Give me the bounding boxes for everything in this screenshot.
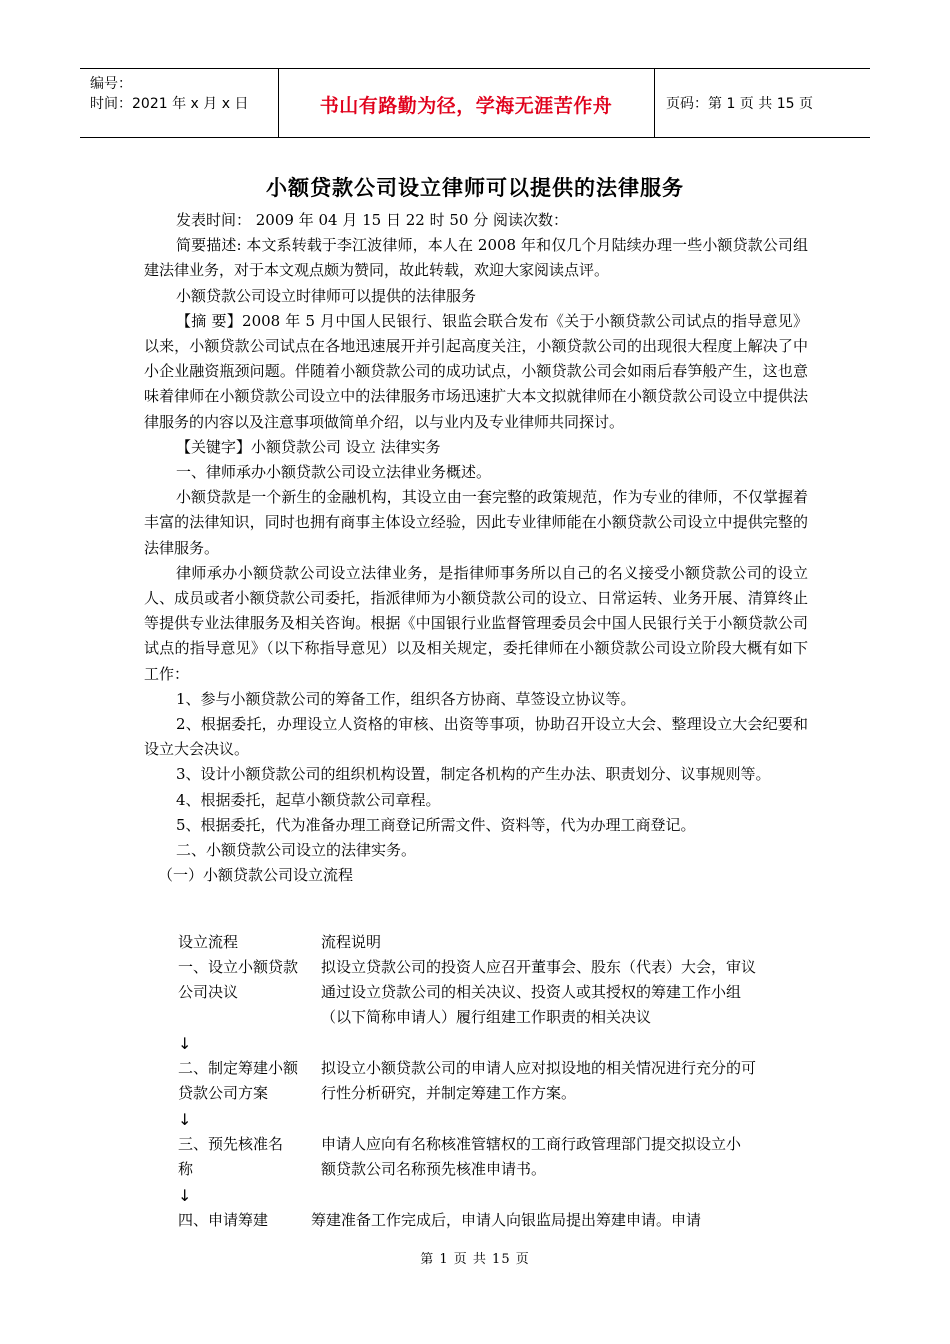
page-footer: 第 1 页 共 15 页: [420, 1252, 530, 1267]
down-arrow-icon: ↓: [178, 1186, 192, 1205]
document-header: [80, 68, 870, 138]
document-time-label: 时间：2021 年 x 月 x 日: [90, 96, 249, 112]
subsection-heading: （一）小额贷款公司设立流程: [158, 866, 354, 885]
subtitle-paragraph: 小额贷款公司设立时律师可以提供的法律服务: [176, 286, 477, 305]
flow-step-desc: 申请人应向有名称核准管辖权的工商行政管理部门提交拟设立小额贷款公司名称预先核准申请书。: [321, 1135, 742, 1179]
summary-paragraph: 简要描述: 本文系转载于李江波律师，本人在 2008 年和仅几个月陆续办理一些小额贷款公司组建法律业务，对于本文观点颇为赞同，故此转载，欢迎大家阅读点评。: [144, 236, 808, 280]
flow-step-row: [178, 1056, 818, 1107]
flow-step-row: [178, 1208, 818, 1233]
list-item: 5、根据委托，代为准备办理工商登记所需文件、资料等，代为办理工商登记。: [176, 815, 696, 834]
section-heading-2: 二、小额贷款公司设立的法律实务。: [176, 841, 417, 860]
header-page-info: 页码：第 1 页 共 15 页: [666, 96, 813, 112]
document-number-label: 编号：: [90, 76, 132, 92]
down-arrow-icon: ↓: [178, 1110, 192, 1129]
publish-info: 发表时间： 2009 年 04 月 15 日 22 时 50 分 阅读次数：: [176, 211, 568, 229]
flow-step-desc: 筹建准备工作完成后，申请人向银监局提出筹建申请。申请: [311, 1211, 702, 1229]
list-item: 2、根据委托，办理设立人资格的审核、出资等事项，协助召开设立大会、整理设立大会纪要和设立大会决议。: [144, 715, 808, 759]
header-page-cell: [654, 69, 870, 137]
keywords-paragraph: 【关键字】小额贷款公司 设立 法律实务: [176, 437, 441, 456]
flow-step-row: [178, 1132, 818, 1183]
flow-step-desc: 拟设立贷款公司的投资人应召开董事会、股东（代表）大会，审议通过设立贷款公司的相关决议、投资人或其授权的筹建工作小组（以下简称申请人）履行组建工作职责的相关决议: [321, 958, 757, 1027]
flow-col-header-desc: 流程说明: [321, 933, 382, 951]
body-paragraph: 小额贷款是一个新生的金融机构，其设立由一套完整的政策规范，作为专业的律师，不仅掌握着丰富的法律知识，同时也拥有商事主体设立经验，因此专业律师能在小额贷款公司设立中提供完整的法律服务。: [144, 488, 808, 557]
header-motto-cell: [278, 69, 655, 137]
header-meta-cell: [80, 69, 279, 137]
flow-step-row: [178, 955, 818, 1031]
list-item: 3、设计小额贷款公司的组织机构设置，制定各机构的产生办法、职责划分、议事规则等。: [176, 765, 771, 784]
body-paragraph: 律师承办小额贷款公司设立法律业务，是指律师事务所以自己的名义接受小额贷款公司的设立人、成员或者小额贷款公司委托，指派律师为小额贷款公司的设立、日常运转、业务开展、清算终止等提供专业法律服务及相关咨询。根据《中国银行业监督管理委员会中国人民银行关于小额贷款公司试点的指导意见》（以下称指导意见）以及相关规定，委托律师在小额贷款公司设立阶段大概有如下工作：: [144, 563, 808, 683]
flow-header-row: [178, 930, 818, 955]
flow-step-name: 三、预先核准名称: [178, 1135, 284, 1179]
flow-step-desc: 拟设立小额贷款公司的申请人应对拟设地的相关情况进行充分的可行性分析研究，并制定筹建工作方案。: [321, 1059, 757, 1103]
flow-col-header-step: 设立流程: [178, 933, 239, 951]
section-heading-1: 一、律师承办小额贷款公司设立法律业务概述。: [176, 463, 492, 482]
flow-step-name: 四、申请筹建: [178, 1211, 269, 1229]
down-arrow-icon: ↓: [178, 1034, 192, 1053]
header-motto: 书山有路勤为径，学海无涯苦作舟: [319, 95, 613, 117]
flow-step-name: 二、制定筹建小额贷款公司方案: [178, 1059, 299, 1103]
abstract-paragraph: 【摘 要】2008 年 5 月中国人民银行、银监会联合发布《关于小额贷款公司试点的指导意见》以来，小额贷款公司试点在各地迅速展开并引起高度关注，小额贷款公司的出现很大程度上解决了中小企业融资瓶颈问题。伴随着小额贷款公司的成功试点，小额贷款公司会如雨后春笋般产生，这也意味着律师在小额贷款公司设立中的法律服务市场迅速扩大本文拟就律师在小额贷款公司设立中提供法律服务的内容以及注意事项做简单介绍，以与业内及专业律师共同探讨。: [144, 311, 808, 431]
list-item: 1、参与小额贷款公司的筹备工作，组织各方协商、草签设立协议等。: [176, 689, 636, 708]
setup-flow-table: [178, 930, 818, 1233]
list-item: 4、根据委托，起草小额贷款公司章程。: [176, 790, 441, 809]
document-title: 小额贷款公司设立律师可以提供的法律服务: [266, 176, 684, 200]
document-body: [144, 208, 808, 888]
flow-step-name: 一、设立小额贷款公司决议: [178, 958, 299, 1002]
